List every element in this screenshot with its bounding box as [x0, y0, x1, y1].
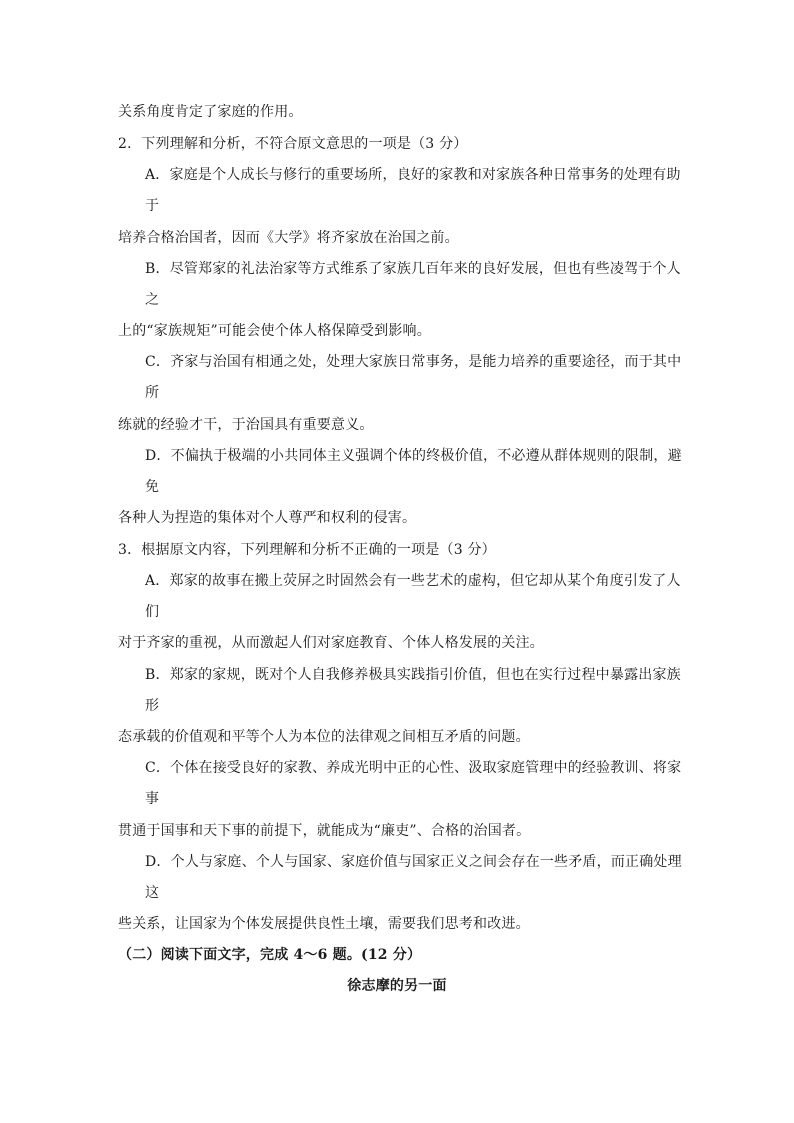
q2-option-d-line1: D．不偏执于极端的小共同体主义强调个体的终极价值，不必遵从群体规则的限制，避 — [145, 448, 682, 464]
q2-option-a-line3: 培养合格治国者，因而《大学》将齐家放在治国之前。 — [118, 230, 459, 246]
q2-option-b-line1: B．尽管郑家的礼法治家等方式维系了家族几百年来的良好发展，但也有些凌驾于个人 — [145, 261, 681, 277]
section-heading: （二）阅读下面文字，完成 4～6 题。(12 分） — [118, 947, 422, 963]
article-title: 徐志摩的另一面 — [347, 978, 447, 994]
intro-tail: 关系角度肯定了家庭的作用。 — [118, 104, 303, 120]
q2-option-b-line2: 之 — [145, 292, 160, 308]
q2-option-c-line2: 所 — [145, 385, 160, 401]
q2-option-c-line1: C．齐家与治国有相通之处，处理大家族日常事务，是能力培养的重要途径，而于其中 — [145, 354, 682, 370]
q2-option-d-line2: 免 — [145, 479, 160, 495]
q2-option-c-line3: 练就的经验才干，于治国具有重要意义。 — [118, 417, 374, 433]
q3-option-a-line3: 对于齐家的重视，从而激起人们对家庭教育、个体人格发展的关注。 — [118, 635, 544, 651]
q3-option-b-line1: B．郑家的家规，既对个人自我修养极具实践指引价值，但也在实行过程中暴露出家族 — [145, 667, 681, 683]
q3-option-c-line3: 贯通于国事和天下事的前提下，就能成为“廉吏”、合格的治国者。 — [118, 823, 531, 839]
q3-option-c-line1: C．个体在接受良好的家教、养成光明中正的心性、汲取家庭管理中的经验教训、将家 — [145, 760, 682, 776]
q3-option-b-line2: 形 — [145, 698, 160, 714]
q3-option-d-line3: 些关系，让国家为个体发展提供良性土壤，需要我们思考和改进。 — [118, 916, 530, 932]
q3-option-d-line1: D．个人与家庭、个人与国家、家庭价值与国家正义之间会存在一些矛盾，而正确处理 — [145, 854, 682, 870]
q3-option-a-line2: 们 — [145, 604, 160, 620]
q3-option-d-line2: 这 — [145, 885, 160, 901]
q2-option-a-line2: 于 — [145, 198, 160, 214]
q3-option-a-line1: A．郑家的故事在搬上荧屏之时固然会有一些艺术的虚构，但它却从某个角度引发了人 — [145, 573, 681, 589]
q2-option-b-line3: 上的“家族规矩”可能会使个体人格保障受到影响。 — [118, 323, 431, 339]
q3-option-c-line2: 事 — [145, 791, 160, 807]
q2-option-a-line1: A．家庭是个人成长与修行的重要场所，良好的家教和对家族各种日常事务的处理有助 — [145, 167, 681, 183]
q3-option-b-line3: 态承载的价值观和平等个人为本位的法律观之间相互矛盾的问题。 — [118, 729, 530, 745]
q2-option-d-line3: 各种人为捏造的集体对个人尊严和权利的侵害。 — [118, 510, 417, 526]
q3-stem: 3．根据原文内容，下列理解和分析不正确的一项是（3 分） — [118, 542, 496, 558]
q2-stem: 2．下列理解和分析，不符合原文意思的一项是（3 分） — [118, 136, 468, 152]
